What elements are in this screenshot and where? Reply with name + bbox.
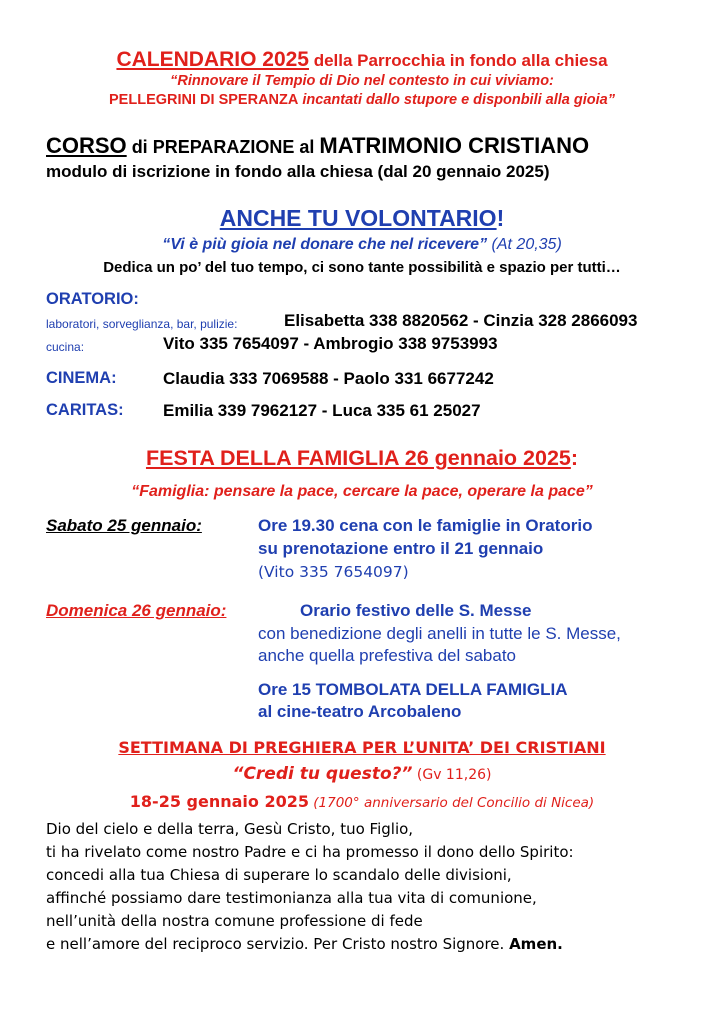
volontario-exclaim: !	[496, 205, 505, 231]
cinema-label: CINEMA:	[46, 369, 117, 387]
settimana-title: SETTIMANA DI PREGHIERA PER L’UNITA’ DEI CRISTIANI	[118, 738, 606, 757]
pellegrini-text: incantati dallo stupore e disponbili alla gioia”	[298, 92, 615, 108]
settimana-dates	[0, 792, 724, 811]
oratorio-row1-label: laboratori, sorveglianza, bar, pulizie:	[46, 317, 238, 331]
domenica-line4: Ore 15 TOMBOLATA DELLA FAMIGLIA	[258, 680, 568, 699]
volontario-text: Dedica un po’ del tuo tempo, ci sono tante possibilità e spazio per tutti…	[103, 259, 621, 276]
festa-title-text: FESTA DELLA FAMIGLIA 26 gennaio 2025	[145, 446, 571, 470]
prayer-line: nell’unità della nostra comune professione di fede	[46, 912, 423, 930]
volontario-quote-text: “Vi è più gioia nel donare che nel ricevere”	[162, 236, 488, 253]
cinema-contacts: Claudia 333 7069588 - Paolo 331 6677242	[163, 369, 494, 388]
volontario-title	[0, 205, 724, 232]
corso-preparazione: PREPARAZIONE	[152, 137, 295, 157]
calendar-title	[0, 48, 724, 72]
corso-matrimonio: MATRIMONIO CRISTIANO	[319, 133, 590, 158]
settimana-quote-ref: (Gv 11,26)	[412, 767, 492, 783]
prayer-amen: Amen.	[509, 935, 563, 953]
festa-title	[0, 446, 724, 471]
corso-di: di	[126, 137, 153, 157]
calendar-title-main: CALENDARIO 2025	[116, 48, 309, 71]
corso-subtitle: modulo di iscrizione in fondo alla chiesa (dal 20 gennaio 2025)	[46, 162, 550, 181]
prayer-line: ti ha rivelato come nostro Padre e ci ha promesso il dono dello Spirito:	[46, 843, 574, 861]
prayer-line-text: e nell’amore del reciproco servizio. Per Cristo nostro Signore.	[46, 935, 510, 953]
oratorio-row2-label: cucina:	[46, 340, 85, 354]
corso-al: al	[294, 137, 320, 157]
settimana-quote	[0, 764, 724, 784]
prayer-line: Dio del cielo e della terra, Gesù Cristo, tuo Figlio,	[46, 820, 414, 838]
header-quote-line2	[0, 92, 724, 108]
domenica-line5: al cine-teatro Arcobaleno	[258, 702, 462, 721]
settimana-dates-note: (1700° anniversario del Concilio di Nicea)	[308, 795, 595, 811]
prayer-line: affinché possiamo dare testimonianza alla tua vita di comunione,	[46, 889, 537, 907]
sabato-line3: (Vito 335 7654097)	[258, 563, 409, 581]
prayer-line: concedi alla tua Chiesa di superare lo scandalo delle divisioni,	[46, 866, 512, 884]
prayer-line-last	[46, 933, 574, 956]
prayer-text	[46, 818, 574, 956]
volontario-quote	[0, 236, 724, 254]
caritas-contacts: Emilia 339 7962127 - Luca 335 61 25027	[163, 401, 481, 420]
corso-title	[46, 133, 589, 159]
calendar-title-sub: della Parrocchia in fondo alla chiesa	[309, 51, 608, 70]
domenica-line2: con benedizione degli anelli in tutte le S. Messe,	[258, 624, 621, 643]
oratorio-label: ORATORIO:	[46, 290, 139, 308]
domenica-day: Domenica 26 gennaio:	[46, 601, 227, 620]
header-quote-line1: “Rinnovare il Tempio di Dio nel contesto in cui viviamo:	[170, 73, 554, 89]
settimana-quote-text: “Credi tu questo?”	[232, 764, 413, 784]
sabato-line1: Ore 19.30 cena con le famiglie in Oratorio	[258, 516, 593, 535]
corso-word: CORSO	[46, 133, 127, 158]
oratorio-row1-contacts: Elisabetta 338 8820562 - Cinzia 328 2866093	[284, 311, 638, 330]
settimana-dates-text: 18-25 gennaio 2025	[129, 792, 309, 811]
sabato-day: Sabato 25 gennaio:	[46, 516, 202, 535]
sabato-line2: su prenotazione entro il 21 gennaio	[258, 539, 544, 558]
domenica-line1: Orario festivo delle S. Messe	[300, 601, 532, 620]
caritas-label: CARITAS:	[46, 401, 124, 419]
volontario-title-text: ANCHE TU VOLONTARIO	[219, 205, 497, 231]
oratorio-row2-contacts: Vito 335 7654097 - Ambrogio 338 9753993	[163, 334, 498, 353]
festa-quote: “Famiglia: pensare la pace, cercare la pace, operare la pace”	[131, 483, 593, 500]
festa-title-colon: :	[570, 446, 579, 470]
domenica-line3: anche quella prefestiva del sabato	[258, 646, 517, 665]
pellegrini-label: PELLEGRINI DI SPERANZA	[109, 92, 299, 108]
volontario-quote-ref: (At 20,35)	[487, 236, 562, 253]
